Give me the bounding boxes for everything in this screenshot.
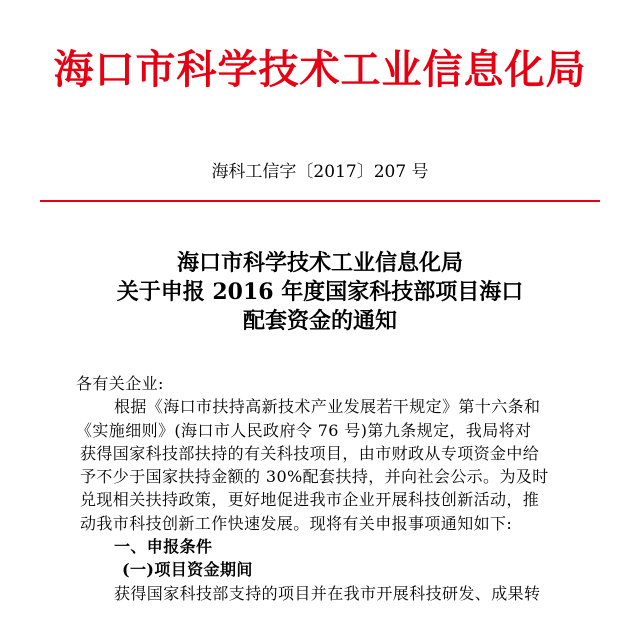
document-number: 海科工信字〔2017〕207 号 bbox=[211, 162, 429, 182]
paragraph-line: 兑现相关扶持政策，更好地促进我市企业开展科技创新活动，推 bbox=[80, 490, 540, 510]
paragraph-line: 获得国家科技部扶持的有关科技项目，由市财政从专项资金中给 bbox=[80, 443, 540, 463]
salutation: 各有关企业: bbox=[76, 374, 164, 393]
title-line-1: 海口市科学技术工业信息化局 bbox=[176, 250, 463, 276]
header-divider bbox=[40, 200, 600, 202]
title-line-2: 关于申报 2016 年度国家科技部项目海口 bbox=[116, 279, 524, 305]
paragraph-line: 《实施细则》(海口市人民政府令 76 号)第九条规定，我局将对 bbox=[76, 420, 532, 440]
notice-body bbox=[76, 372, 600, 605]
paragraph-line: 动我市科技创新工作快速发展。现将有关申报事项通知如下: bbox=[80, 513, 513, 533]
section-heading: 一、申报条件 bbox=[114, 537, 213, 557]
paragraph-line: 根据《海口市扶持高新技术产业发展若干规定》第十六条和 bbox=[114, 397, 541, 417]
subsection-heading: (一)项目资金期间 bbox=[122, 560, 253, 580]
notice-title bbox=[0, 249, 640, 336]
title-line-3: 配套资金的通知 bbox=[242, 308, 397, 334]
paragraph-line: 予不少于国家扶持金额的 30%配套扶持，并向社会公示。为及时 bbox=[80, 467, 549, 487]
organization-header: 海口市科学技术工业信息化局 bbox=[53, 46, 587, 93]
paragraph-line: 获得国家科技部支持的项目并在我市开展科技研发、成果转 bbox=[114, 583, 541, 603]
